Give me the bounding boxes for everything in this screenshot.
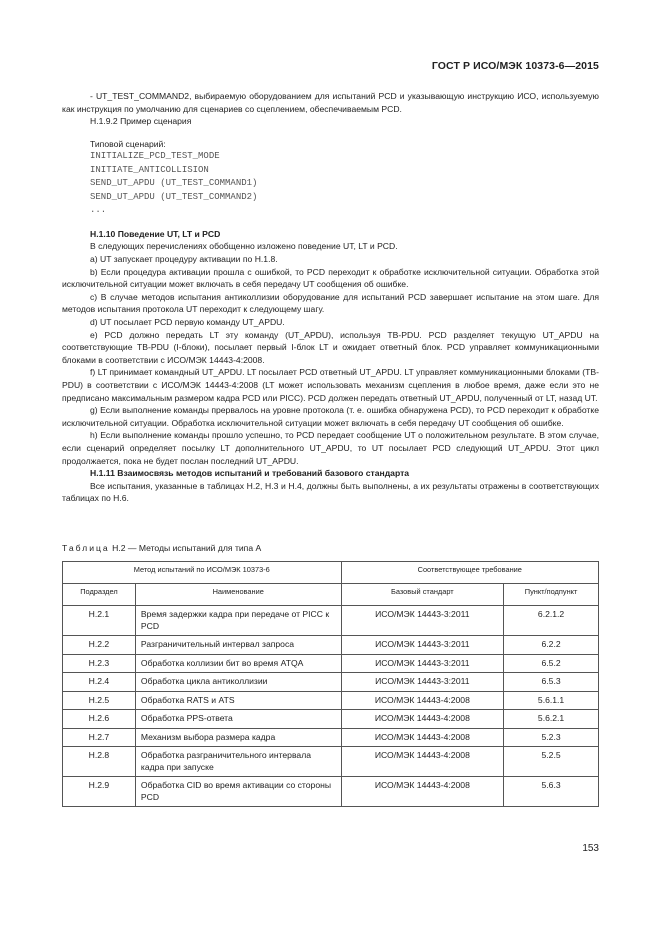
table-row [63,710,599,729]
table-row [63,728,599,747]
cell-clause: 6.2.2 [504,636,599,655]
code-line: ... [90,205,107,216]
cell-subsection: H.2.3 [63,654,136,673]
code-line: INITIATE_ANTICOLLISION [90,164,209,175]
cell-name: Обработка PPS-ответа [135,710,341,729]
table-column-header: Подраздел [63,584,136,606]
table-row [63,691,599,710]
cell-name: Разграничительный интервал запроса [135,636,341,655]
cell-clause: 6.5.3 [504,673,599,692]
cell-subsection: H.2.6 [63,710,136,729]
cell-name: Обработка CID во время активации со стороны PCD [135,777,341,807]
section-heading-h110: H.1.10 Поведение UT, LT и PCD [90,228,221,239]
list-item-e: e) PCD должно передать LT эту команду (UT_APDU), используя TB-PDU. PCD разделяет текущую UT_APDU на соответствующие TB-PDU (I-блоки), посылает первый I-блок LT и ожидает ответный блок. PCD управляет коммуникационными блоками в соответствии с ИСО/МЭК 14443-4:2008. [62,329,599,365]
table-column-header: Пункт/подпункт [504,584,599,606]
cell-subsection: H.2.1 [63,606,136,636]
code-line: SEND_UT_APDU (UT_TEST_COMMAND1) [90,178,258,189]
cell-name: Время задержки кадра при передаче от PICC к PCD [135,606,341,636]
cell-standard: ИСО/МЭК 14443-4:2008 [341,777,504,807]
cell-standard: ИСО/МЭК 14443-4:2008 [341,747,504,777]
table-column-header: Наименование [135,584,341,606]
table-row [63,654,599,673]
cell-clause: 6.5.2 [504,654,599,673]
cell-standard: ИСО/МЭК 14443-3:2011 [341,606,504,636]
cell-standard: ИСО/МЭК 14443-4:2008 [341,691,504,710]
table-row [63,747,599,777]
table-row [63,777,599,807]
cell-standard: ИСО/МЭК 14443-3:2011 [341,673,504,692]
cell-subsection: H.2.2 [63,636,136,655]
list-item-g: g) Если выполнение команды прервалось на уровне протокола (т. е. ошибка обнаружена PCD), то PCD переходит к обработке исключительной ситуации. Обработка исключительной ситуации может включать в себя передачу UT сообщения об ошибке. [62,405,599,428]
list-item-b: b) Если процедура активации прошла с ошибкой, то PCD переходит к обработке исключительной ситуации. Обработка этой исключительной ситуации может включать в себя передачу UT сообщения об ошибке. [62,266,599,290]
table-caption [62,543,261,553]
cell-subsection: H.2.4 [63,673,136,692]
paragraph: В следующих перечислениях обобщенно изложено поведение UT, LT и PCD. [90,241,398,252]
cell-subsection: H.2.8 [63,747,136,777]
list-item-d: d) UT посылает PCD первую команду UT_APDU. [90,317,285,328]
cell-standard: ИСО/МЭК 14443-4:2008 [341,710,504,729]
table-group-header: Соответствующее требование [341,562,598,584]
table-row [63,636,599,655]
cell-clause: 5.6.2.1 [504,710,599,729]
cell-name: Обработка разграничительного интервала кадра при запуске [135,747,341,777]
paragraph: - UT_TEST_COMMAND2, выбираемую оборудованием для испытаний PCD и указывающую инструкцию ИСО, используемую как инструкция по умолчанию для сценариев со сцеплением, обеспечиваемым PCD. [62,91,599,114]
list-item-c: c) В случае методов испытания антиколлизии оборудование для испытаний PCD завершает испытание на этом шаге. Для методов испытания протокола UT переходит к следующему шагу. [62,291,599,315]
code-line: INITIALIZE_PCD_TEST_MODE [90,151,220,162]
section-heading-h111: H.1.11 Взаимосвязь методов испытаний и требований базового стандарта [90,468,410,479]
section-heading-h192: H.1.9.2 Пример сценария [90,116,192,127]
cell-subsection: H.2.5 [63,691,136,710]
code-line: SEND_UT_APDU (UT_TEST_COMMAND2) [90,191,258,202]
cell-standard: ИСО/МЭК 14443-4:2008 [341,728,504,747]
table-group-header: Метод испытаний по ИСО/МЭК 10373-6 [63,562,342,584]
paragraph: Все испытания, указанные в таблицах H.2, H.3 и H.4, должны быть выполнены, а их результаты отражены в соответствующих таблицах по H.6. [62,480,599,504]
cell-clause: 5.2.3 [504,728,599,747]
page-number: 153 [582,843,599,854]
cell-name: Обработка RATS и ATS [135,691,341,710]
list-item-f: f) LT принимает командный UT_APDU. LT посылает PCD ответный UT_APDU. LT управляет коммуникационными блоками (TB-PDU) в соответствии с ИСО/МЭК 14443-4:2008 (LT может использовать механизм сцепления в любое время, даже если это не предписано максимальным размером кадра PCD или PICC). PCD должен передать ответный UT_APDU, полученный от LT, назад UT. [62,367,599,403]
table-caption-text: H.2 — Методы испытаний для типа A [112,543,262,553]
cell-subsection: H.2.9 [63,777,136,807]
cell-clause: 5.2.5 [504,747,599,777]
cell-clause: 5.6.3 [504,777,599,807]
table-column-header: Базовый стандарт [341,584,504,606]
cell-clause: 6.2.1.2 [504,606,599,636]
table-caption-word: Таблица [62,543,110,553]
cell-subsection: H.2.7 [63,728,136,747]
cell-clause: 5.6.1.1 [504,691,599,710]
document-body [62,90,599,505]
methods-table [62,561,599,807]
document-header: ГОСТ Р ИСО/МЭК 10373-6—2015 [431,60,599,72]
cell-standard: ИСО/МЭК 14443-3:2011 [341,654,504,673]
cell-name: Обработка цикла антиколлизии [135,673,341,692]
paragraph: Типовой сценарий: [90,138,166,149]
cell-standard: ИСО/МЭК 14443-3:2011 [341,636,504,655]
list-item-h: h) Если выполнение команды прошло успешно, то PCD передает сообщение UT о положительном результате. В этом случае, если сценарий определяет посылку LT дополнительного UT_APDU, то UT посылает PCD следующий UT_APDU. Этот цикл продолжается, пока не будет послан последний UT_APDU. [62,430,599,466]
list-item-a: a) UT запускает процедуру активации по H.1.8. [90,254,278,265]
table-row [63,673,599,692]
code-block [90,150,599,218]
cell-name: Обработка коллизии бит во время ATQA [135,654,341,673]
cell-name: Механизм выбора размера кадра [135,728,341,747]
table-row [63,606,599,636]
